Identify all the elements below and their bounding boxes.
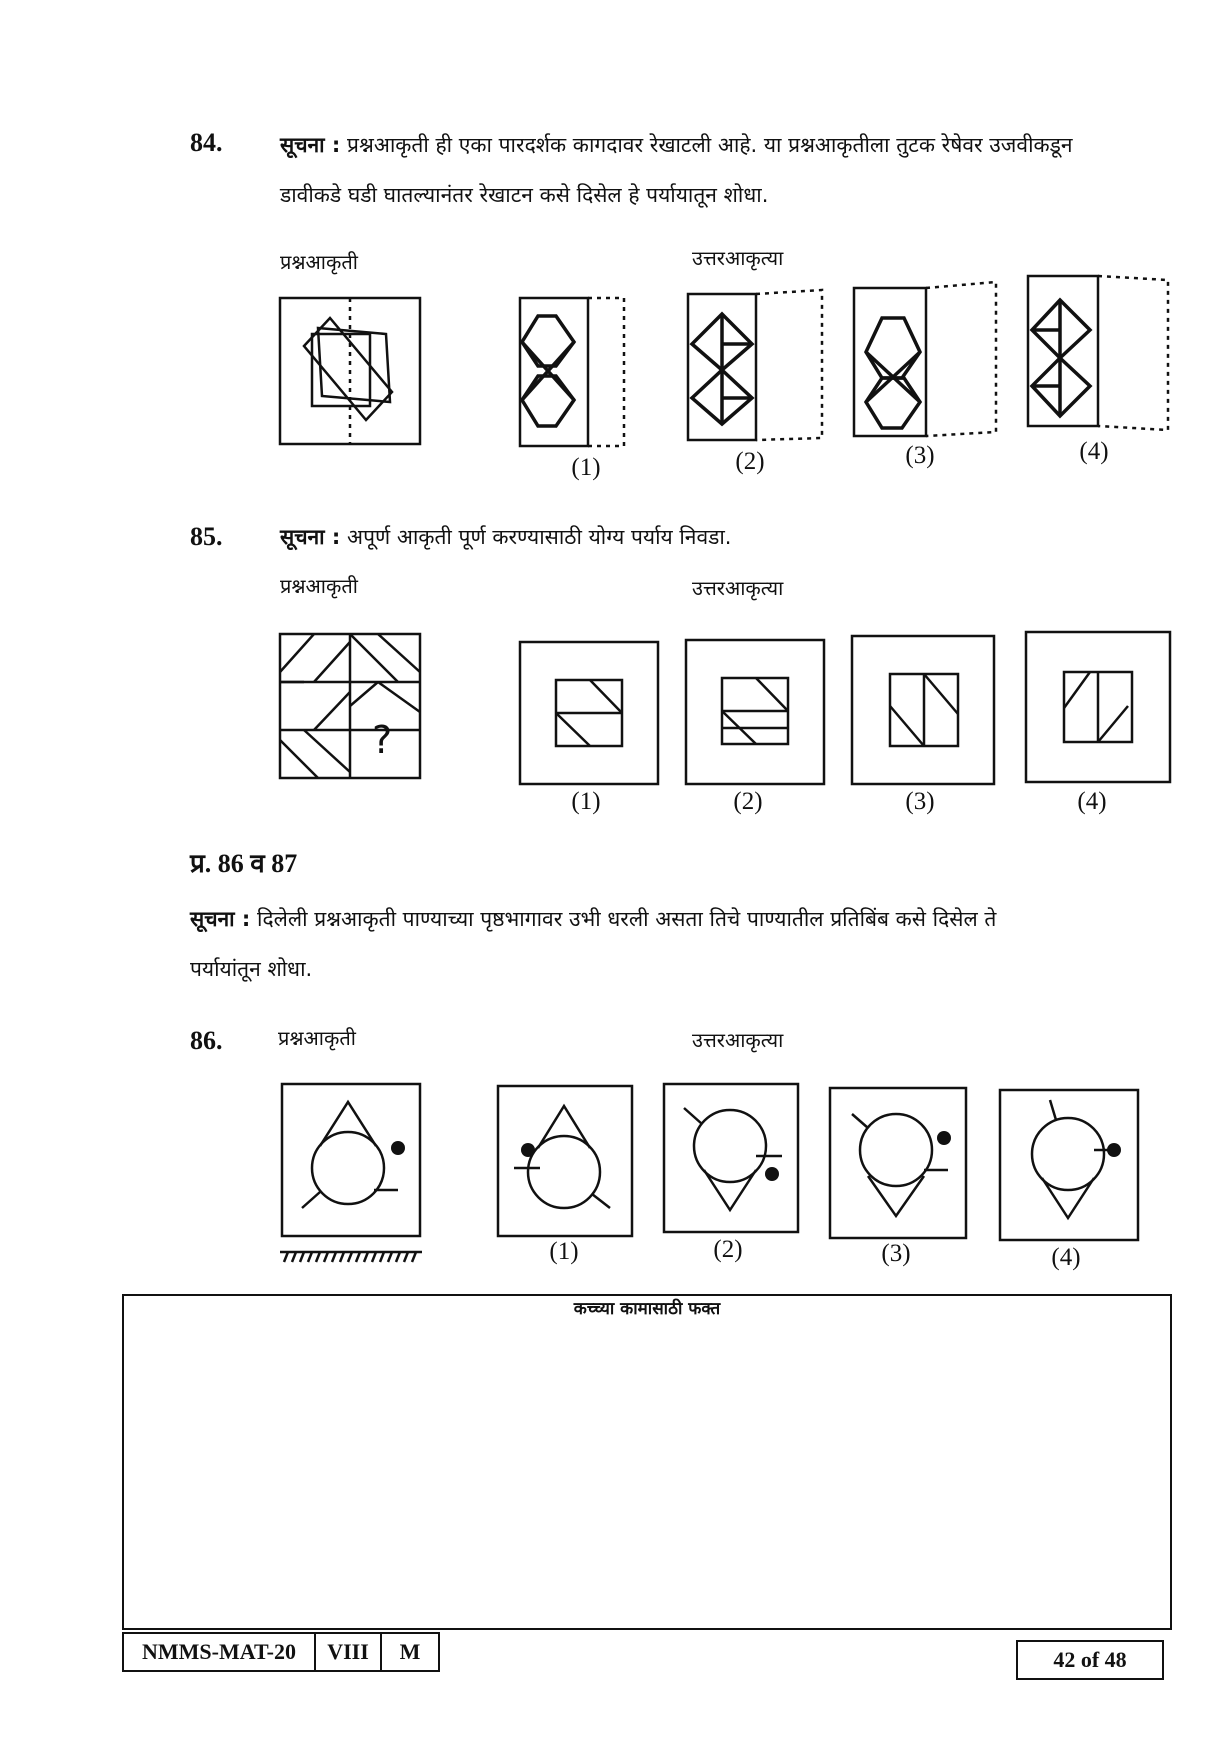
q85-option-3-figure[interactable]: [850, 634, 998, 786]
instruction-label: सूचना :: [190, 907, 251, 931]
q85-option-4-figure[interactable]: [1024, 630, 1174, 784]
q85-option-3-label: (3): [905, 788, 935, 815]
q86-option-4-figure[interactable]: [998, 1088, 1142, 1242]
instruction-label: सूचना :: [280, 133, 341, 157]
q86-option-4-label: (4): [1051, 1244, 1081, 1271]
q86-option-2-figure[interactable]: [662, 1082, 802, 1234]
answer-figures-caption: उत्तरआकृत्या: [692, 1028, 784, 1052]
q85-option-2-label: (2): [733, 788, 763, 815]
q84-option-2-label: (2): [735, 448, 765, 475]
q86-option-2-label: (2): [713, 1236, 743, 1263]
q84-option-3-figure[interactable]: [852, 282, 1002, 438]
q86-option-3-label: (3): [881, 1240, 911, 1267]
question-group-heading: प्र. 86 व 87: [190, 849, 298, 878]
instruction-text: अपूर्ण आकृती पूर्ण करण्यासाठी योग्य पर्याय निवडा.: [347, 525, 732, 549]
footer-medium: M: [380, 1632, 440, 1672]
footer-exam-code: NMMS-MAT-20: [122, 1632, 316, 1672]
question-mark: ?: [372, 718, 393, 762]
answer-figures-caption: उत्तरआकृत्या: [692, 576, 784, 600]
question-85-instruction: [280, 512, 1180, 562]
question-figure-caption: प्रश्नआकृती: [280, 574, 358, 598]
question-number-84: 84.: [190, 128, 223, 157]
q85-option-1-figure[interactable]: [518, 640, 662, 786]
q84-option-2-figure[interactable]: [686, 290, 826, 440]
q86-question-figure: [280, 1082, 424, 1264]
q85-option-4-label: (4): [1077, 788, 1107, 815]
q84-option-4-figure[interactable]: [1026, 274, 1174, 434]
q84-question-figure: [278, 296, 424, 448]
question-86-87-instruction: [190, 894, 1170, 994]
instruction-text-2: डावीकडे घडी घातल्यानंतर रेखाटन कसे दिसेल हे पर्यायातून शोधा.: [280, 183, 769, 207]
instruction-text: दिलेली प्रश्नआकृती पाण्याच्या पृष्ठभागावर उभी धरली असता तिचे पाण्यातील प्रतिबिंब कसे दिसेल ते: [257, 907, 997, 931]
answer-figures-caption: उत्तरआकृत्या: [692, 246, 784, 270]
question-84-instruction: [280, 120, 1180, 220]
q84-option-3-label: (3): [905, 442, 935, 469]
question-number-85: 85.: [190, 522, 223, 551]
question-number-86: 86.: [190, 1026, 223, 1055]
instruction-label: सूचना :: [280, 525, 341, 549]
q86-option-1-label: (1): [549, 1238, 579, 1265]
q85-option-2-figure[interactable]: [684, 638, 828, 786]
page-number: 42 of 48: [1016, 1640, 1164, 1680]
q85-question-figure: [278, 632, 424, 780]
instruction-text: प्रश्नआकृती ही एका पारदर्शक कागदावर रेखाटली आहे. या प्रश्नआकृतीला तुटक रेषेवर उजवीकडून: [347, 133, 1073, 157]
question-figure-caption: प्रश्नआकृती: [278, 1026, 356, 1050]
q84-option-1-figure[interactable]: [518, 296, 628, 448]
q85-option-1-label: (1): [571, 788, 601, 815]
instruction-text-2: पर्यायांतून शोधा.: [190, 957, 313, 981]
q86-option-1-figure[interactable]: [496, 1084, 636, 1238]
question-figure-caption: प्रश्नआकृती: [280, 250, 358, 274]
q84-option-1-label: (1): [571, 454, 601, 481]
rough-work-box: [122, 1294, 1172, 1630]
rough-work-title: कच्च्या कामासाठी फक्त: [573, 1299, 721, 1319]
footer-class: VIII: [314, 1632, 382, 1672]
q84-option-4-label: (4): [1079, 438, 1109, 465]
q86-option-3-figure[interactable]: [828, 1086, 970, 1240]
